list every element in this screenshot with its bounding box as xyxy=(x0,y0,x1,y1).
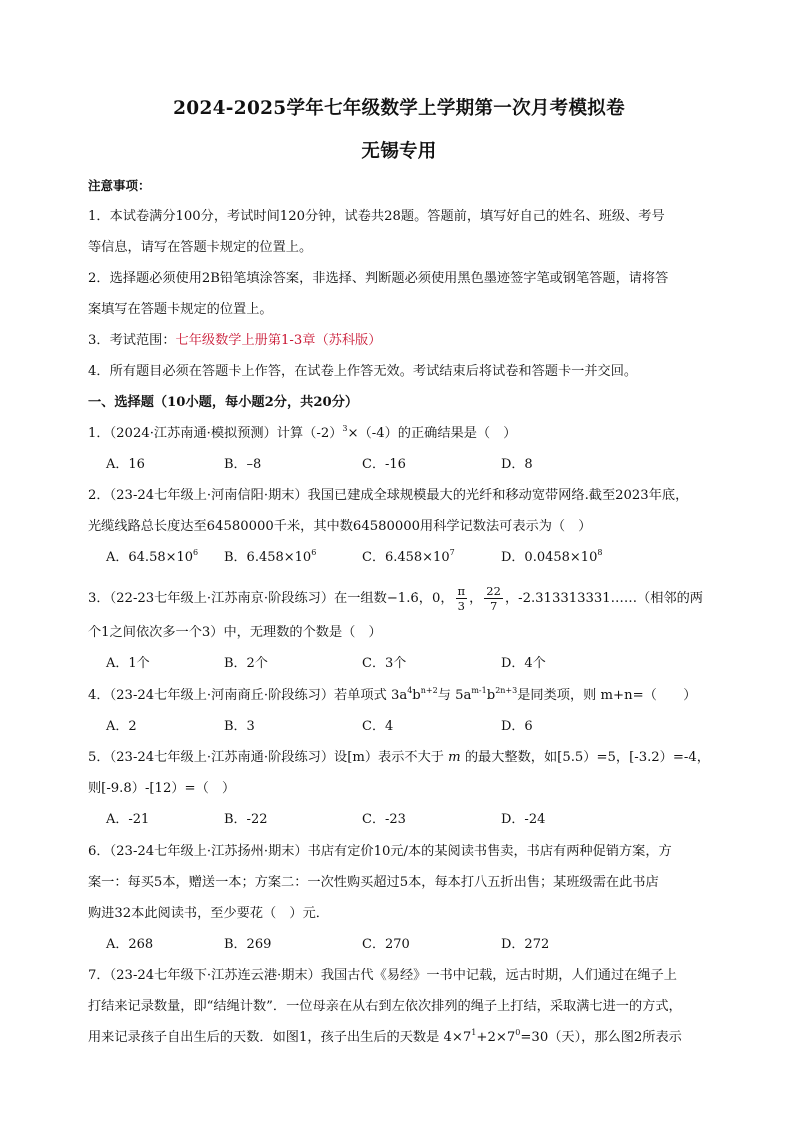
frac2-denominator: 7 xyxy=(489,599,498,613)
question-5-line1 xyxy=(88,749,710,767)
q2-d-exp: 8 xyxy=(597,548,603,557)
q1-option-a[interactable]: A．16 xyxy=(106,457,145,472)
fraction-22-over-7 xyxy=(484,584,503,613)
q5-text-b: 的最大整数，如[5.5）=5，[-3.2）=-4， xyxy=(460,750,710,765)
note-1a: 1．本试卷满分100分，考试时间120分钟，试卷共28题。答题前，填写好自己的姓名、班级、考号 xyxy=(88,209,665,224)
fraction-pi-over-3 xyxy=(456,584,468,613)
q5-option-b[interactable]: B．-22 xyxy=(224,812,268,827)
q6-option-b[interactable]: B．269 xyxy=(224,937,272,952)
question-7-line1: 7．（23-24七年级下·江苏连云港·期末）我国古代《易经》一书中记载，远古时期，人们通过在绳子上 xyxy=(88,968,677,983)
q7-text-a: 用来记录孩子自出生后的天数．如图1，孩子出生后的天数是 4×7 xyxy=(88,1030,472,1045)
page-subtitle: 无锡专用 xyxy=(361,141,437,162)
q4-option-a[interactable]: A．2 xyxy=(106,719,137,734)
q4-exp-1: 4 xyxy=(407,686,413,695)
q7-exp-1: 1 xyxy=(471,1028,477,1037)
notes-heading: 注意事项： xyxy=(88,178,151,193)
question-6-line2: 案一：每买5本，赠送一本；方案二：一次性购买超过5本，每本打八五折出售；某班级需在此书店 xyxy=(88,875,659,890)
q4-text-a: 4．（23-24七年级上·河南商丘·阶段练习）若单项式 3a xyxy=(88,688,408,703)
q2-a-exp: 6 xyxy=(193,548,199,557)
note-2a: 2．选择题必须使用2B铅笔填涂答案，非选择、判断题必须使用黑色墨迹签字笔或钢笔答题，请将答 xyxy=(88,271,669,286)
q4-text-b: b xyxy=(412,688,421,703)
q3-option-b[interactable]: B．2个 xyxy=(224,656,268,671)
question-6-line3: 购进32本此阅读书，至少要花（ ）元． xyxy=(88,906,329,921)
q4-option-c[interactable]: C．4 xyxy=(362,719,394,734)
q2-option-b[interactable] xyxy=(224,549,316,567)
question-6-line1: 6．（23-24七年级上·江苏扬州·期末）书店有定价10元/本的某阅读书售卖，书店有两种促销方案，方 xyxy=(88,844,672,859)
q6-option-d[interactable]: D．272 xyxy=(501,937,550,952)
question-3-line1: 3．（22-23七年级上·江苏南京·阶段练习）在一组数−1.6̇，0， $\frac{\pi}{3}$ ， $\frac{22}{7}$ ，-2.313313331……（相邻的两 xyxy=(88,584,703,613)
q4-exp-2: n+2 xyxy=(420,686,438,695)
q7-text-b: +2×7 xyxy=(476,1030,516,1045)
q2-option-c[interactable] xyxy=(362,549,455,567)
frac1-numerator: π xyxy=(457,584,466,598)
note-4: 4．所有题目必须在答题卡上作答，在试卷上作答无效。考试结束后将试卷和答题卡一并交回。 xyxy=(88,364,638,379)
q3-repeating-digit: 6̇ xyxy=(410,591,419,606)
q4-exp-4: 2n+3 xyxy=(495,686,518,695)
q1-option-d[interactable]: D．8 xyxy=(501,457,533,472)
frac2-numerator: 22 xyxy=(486,584,501,598)
q5-option-c[interactable]: C．-23 xyxy=(362,812,406,827)
q7-exp-2: 0 xyxy=(515,1028,521,1037)
q4-exp-3: m-1 xyxy=(471,686,487,695)
q4-text-d: b xyxy=(486,688,496,703)
q3-text-b: ，0， xyxy=(418,591,454,606)
q4-text-e: 是同类项，则 m+n=（ ） xyxy=(517,688,697,703)
q6-option-a[interactable]: A．268 xyxy=(106,937,154,952)
q5-text-a: 5．（23-24七年级上·江苏南通·阶段练习）设[m）表示不大于 xyxy=(88,750,449,765)
q4-text-c: 与 5a xyxy=(437,688,472,703)
note-3 xyxy=(88,332,381,350)
q3-text-a: 3．（22-23七年级上·江苏南京·阶段练习）在一组数−1. xyxy=(88,591,411,606)
q2-b-text: B．6.458×10 xyxy=(224,550,312,565)
q3-option-a[interactable]: A．1个 xyxy=(106,656,150,671)
question-2-line1: 2．（23-24七年级上·河南信阳·期末）我国已建成全球规模最大的光纤和移动宽带网络.截至2023年底， xyxy=(88,488,689,503)
q2-a-text: A．64.58×10 xyxy=(106,550,194,565)
q1-stem-b: ×（-4）的正确结果是（ ） xyxy=(347,426,517,441)
question-4-stem xyxy=(88,687,696,705)
q2-c-exp: 7 xyxy=(449,548,455,557)
note-3-scope: 七年级数学上册第1-3章（苏科版） xyxy=(175,333,382,348)
section-heading: 一、选择题（10小题，每小题2分，共20分） xyxy=(88,395,359,410)
question-2-line2: 光缆线路总长度达至64580000千米，其中数64580000用科学记数法可表示为（ ） xyxy=(88,519,592,534)
q3-option-d[interactable]: D．4个 xyxy=(501,656,546,671)
q5-option-a[interactable]: A．-21 xyxy=(106,812,150,827)
q2-b-exp: 6 xyxy=(311,548,317,557)
question-5-line2: 则[-9.8）-[12）=（ ） xyxy=(88,781,236,796)
q2-option-a[interactable] xyxy=(106,549,198,567)
q2-c-text: C．6.458×10 xyxy=(362,550,450,565)
note-2b: 案填写在答题卡规定的位置上。 xyxy=(88,302,273,317)
page-title: 2024-2025学年七年级数学上学期第一次月考模拟卷 xyxy=(173,98,625,119)
q7-text-c: =30（天），那么图2所表示 xyxy=(520,1030,682,1045)
question-7-line2: 打结来记录数量，即“结绳计数”．一位母亲在从右到左依次排列的绳子上打结，采取满七进一的方式， xyxy=(88,999,682,1014)
question-1-stem xyxy=(88,425,516,443)
q3-option-c[interactable]: C．3个 xyxy=(362,656,407,671)
question-3-line2: 个1之间依次多一个3）中，无理数的个数是（ ） xyxy=(88,625,382,640)
q2-option-d[interactable] xyxy=(501,549,602,567)
note-1b: 等信息，请写在答题卡规定的位置上。 xyxy=(88,240,313,255)
q4-option-b[interactable]: B．3 xyxy=(224,719,255,734)
q6-option-c[interactable]: C．270 xyxy=(362,937,410,952)
q1-option-b[interactable]: B．–8 xyxy=(224,457,262,472)
q5-variable: m xyxy=(448,750,461,765)
q4-option-d[interactable]: D．6 xyxy=(501,719,533,734)
q1-stem-a: 1．（2024·江苏南通·模拟预测）计算（-2） xyxy=(88,426,343,441)
q3-text-c: ，-2.313313331……（相邻的两 xyxy=(504,591,703,606)
q5-option-d[interactable]: D．-24 xyxy=(501,812,546,827)
question-7-line3 xyxy=(88,1029,682,1047)
q2-d-text: D．0.0458×10 xyxy=(501,550,598,565)
q1-exponent: 3 xyxy=(342,424,348,433)
note-3-prefix: 3．考试范围： xyxy=(88,333,176,348)
frac1-denominator: 3 xyxy=(457,599,465,613)
q1-option-c[interactable]: C．-16 xyxy=(362,457,406,472)
